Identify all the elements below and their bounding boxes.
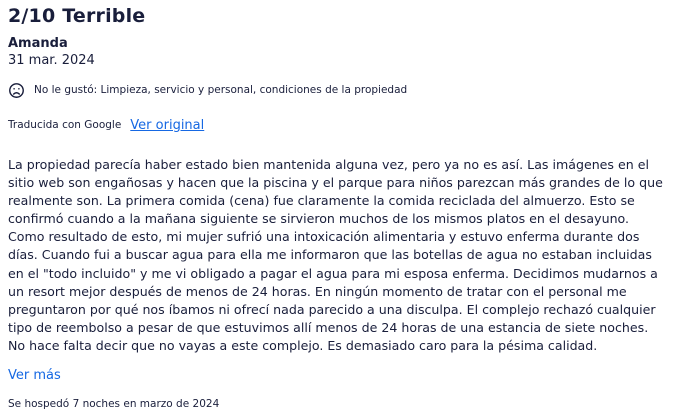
review-body-line: La propiedad parecía haber estado bien mantenida alguna vez, pero ya no es así. Las imágenes en el xyxy=(8,157,649,172)
sad-face-icon xyxy=(8,82,25,99)
translation-row xyxy=(8,117,204,133)
review-body-line: Como resultado de esto, mi mujer sufrió una intoxicación alimentaria y estuvo enferma durante dos xyxy=(8,229,640,245)
review-date: 31 mar. 2024 xyxy=(8,53,95,68)
review-body-line: tipo de reembolso a pesar de que estuvimos allí menos de 24 horas de una estancia de siete noches. xyxy=(8,319,649,335)
review-body-line: confirmó cuando a la mañana siguiente se sirvieron muchos de los mismos platos en el desayuno. xyxy=(8,211,630,227)
review-body-line: sitio web son engañosas y hacen que la piscina y el parque para niños parezcan más grandes de lo que xyxy=(8,175,663,191)
review-body-line: realmente son. La primera comida (cena) fue claramente la comida reciclada del almuerzo. Esto se xyxy=(8,193,635,209)
review-body xyxy=(8,156,668,355)
review-body-line: días. Cuando fui a buscar agua para ella me informaron que las botellas de agua no estaban incluidas xyxy=(8,247,652,263)
review-author: Amanda xyxy=(8,36,68,51)
dislikes-text: No le gustó: Limpieza, servicio y personal, condiciones de la propiedad xyxy=(34,84,408,96)
review-rating: 2/10 Terrible xyxy=(8,5,146,27)
review-body-line: un resort mejor después de menos de 24 horas. En ningún momento de tratar con el personal me xyxy=(8,283,627,299)
review-body-line: en el "todo incluido" y me vi obligado a pagar el agua para mi esposa enferma. Decidimos mudarnos a xyxy=(8,265,658,281)
stay-info: Se hospedó 7 noches en marzo de 2024 xyxy=(8,398,220,410)
translated-label: Traducida con Google xyxy=(8,119,122,131)
review-body-line: preguntaron por qué nos íbamos ni ofrecí nada parecido a una disculpa. El complejo rechazó cualquier xyxy=(8,301,656,317)
view-original-link[interactable]: Ver original xyxy=(130,117,205,133)
see-more-link[interactable]: Ver más xyxy=(8,368,61,383)
dislikes-row xyxy=(8,81,407,99)
review-body-line: No hace falta decir que no vayas a este complejo. Es demasiado caro para la pésima calidad. xyxy=(8,337,598,353)
